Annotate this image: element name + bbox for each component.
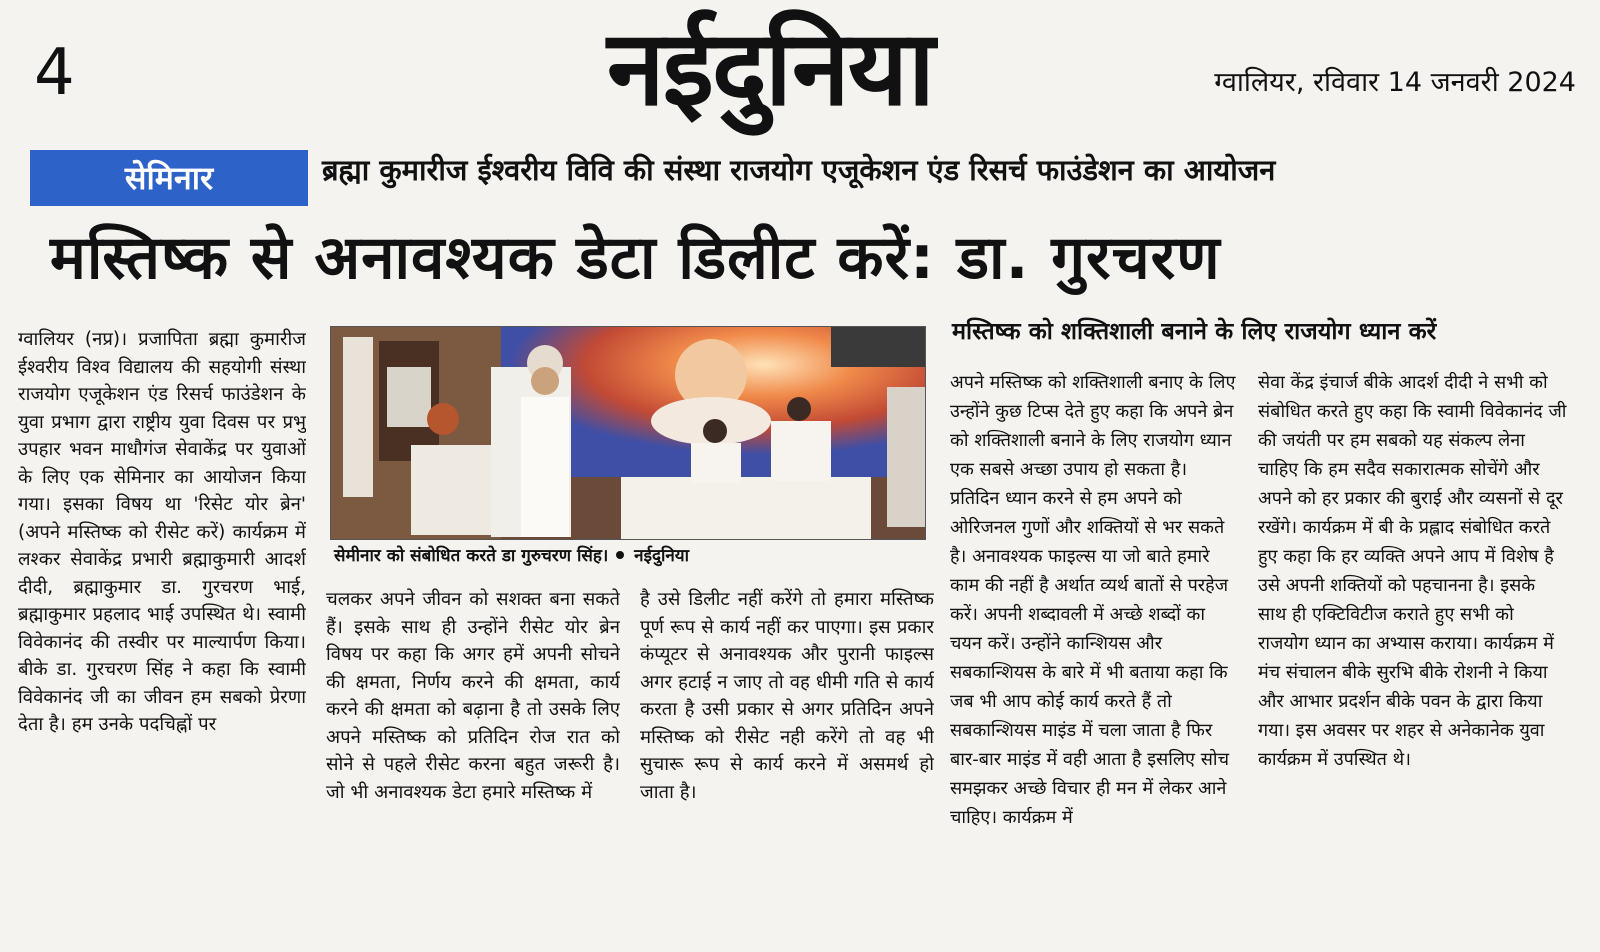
article-column-2 <box>326 586 620 896</box>
bullet-icon <box>616 551 624 559</box>
headline: मस्तिष्क से अनावश्यक डेटा डिलीट करें: डा. गुरचरण <box>50 223 1221 293</box>
photo-caption <box>334 544 924 568</box>
newspaper-masthead: नईदुनिया <box>607 7 933 129</box>
article-text: है उसे डिलीट नहीं करेंगे तो हमारा मस्तिष्क पूर्ण रूप से कार्य नहीं कर पाएगा। इस प्रकार कंप्यूटर से अनावश्यक और पुरानी फाइल्स अगर हटाई न जाए तो वह धीमी गति से कार्य करता है उसी प्रकार से अगर प्रतिदिन अपने मस्तिष्क को रीसेट नही करेंगे तो वह भी सुचारू रूप से कार्य करने में असमर्थ हो जाता है। <box>640 589 934 803</box>
article-column-1 <box>18 326 306 900</box>
photo-illustration <box>331 327 925 539</box>
dateline: ग्वालियर, रविवार 14 जनवरी 2024 <box>1214 67 1576 98</box>
kicker-line: ब्रह्मा कुमारीज ईश्वरीय विवि की संस्था राजयोग एजूकेशन एंड रिसर्च फाउंडेशन का आयोजन <box>322 153 1276 187</box>
section-tag: सेमिनार <box>30 150 308 206</box>
photo-credit: नईदुनिया <box>634 546 690 566</box>
article-text: सेवा केंद्र इंचार्ज बीके आदर्श दीदी ने सभी को संबोधित करते हुए कहा कि स्वामी विवेकानंद जी की जयंती पर हम सबको यह संकल्प लेना चाहिए कि हम सदैव सकारात्मक सोचेंगे और अपने को हर प्रकार की बुराई और व्यसनों से दूर रखेंगे। कार्यक्रम में बी के प्रह्लाद संबोधित करते हुए कहा कि हर व्यक्ति अपने आप में विशेष है उसे अपनी शक्तियों को पहचानना है। इसके साथ ही एक्टिविटीज कराते हुए सभी को राजयोग ध्यान का अभ्यास कराया। कार्यक्रम में मंच संचालन बीके सुरभि बीके रोशनी ने किया और आभार प्रदर्शन बीके पवन के द्वारा किया गया। इस अवसर पर शहर से अनेकानेक युवा कार्यक्रम में उपस्थित थे। <box>1258 372 1567 770</box>
article-text: ग्वालियर (नप्र)। प्रजापिता ब्रह्मा कुमारीज ईश्वरीय विश्व विद्यालय की सहयोगी संस्था राजयोग एजूकेशन एंड रिसर्च फाउंडेशन के युवा प्रभाग द्वारा राष्ट्रीय युवा दिवस पर प्रभु उपहार भवन माधौगंज सेवाकेंद्र पर युवाओं के लिए एक सेमिनार का आयोजन किया गया। इसका विषय था 'रिसेट योर ब्रेन' (अपने मस्तिष्क को रीसेट करें) कार्यक्रम में लश्कर सेवाकेंद्र प्रभारी ब्रह्माकुमारी आदर्श दीदी, ब्रह्माकुमार डा. गुरचरण भाई, ब्रह्माकुमार प्रहलाद भाई उपस्थित थे। स्वामी विवेकानंद की तस्वीर पर माल्यार्पण किया। बीके डा. गुरचरण सिंह ने कहा कि स्वामी विवेकानंद जी का जीवन हम सबको प्रेरणा देता है। हम उनके पदचिह्नों पर <box>18 329 306 735</box>
article-column-4 <box>950 368 1242 900</box>
event-photo <box>330 326 926 540</box>
article-column-3 <box>640 586 934 896</box>
article-text: अपने मस्तिष्क को शक्तिशाली बनाए के लिए उन्होंने कुछ टिप्स देते हुए कहा कि अपने ब्रेन को शक्तिशाली बनाने के लिए राजयोग ध्यान एक सबसे अच्छा उपाय हो सकता है। प्रतिदिन ध्यान करने से हम अपने को ओरिजनल गुणों और शक्तियों से भर सकते है। अनावश्यक फाइल्स या जो बाते हमारे काम की नहीं है अर्थात व्यर्थ बातों से परहेज करें। अपनी शब्दावली में अच्छे शब्दों का चयन करें। उन्होंने कान्शियस और सबकान्शियस के बारे में भी बताया कहा कि जब भी आप कोई कार्य करते हैं तो सबकान्शियस माइंड में चला जाता है फिर बार-बार माइंड में वही आता है इसलिए सोच समझकर अच्छे विचार ही मन में लेकर आने चाहिए। कार्यक्रम में <box>950 372 1236 828</box>
article-column-5 <box>1258 368 1568 900</box>
caption-text: सेमीनार को संबोधित करते डा गुरुचरण सिंह। <box>334 546 609 566</box>
article-text: चलकर अपने जीवन को सशक्त बना सकते हैं। इसके साथ ही उन्होंने रीसेट योर ब्रेन विषय पर कहा कि अगर हमें अपनी सोचने की क्षमता, निर्णय करने की क्षमता, कार्य करने की क्षमता को बढ़ाना है तो उसके लिए अपने मस्तिष्क को प्रतिदिन रोज रात को सोने से पहले रीसेट करना बहुत जरूरी है। जो भी अनावश्यक डेटा हमारे मस्तिष्क में <box>326 589 620 803</box>
subheading: मस्तिष्क को शक्तिशाली बनाने के लिए राजयोग ध्यान करें <box>952 317 1437 345</box>
page-number: 4 <box>34 36 75 110</box>
